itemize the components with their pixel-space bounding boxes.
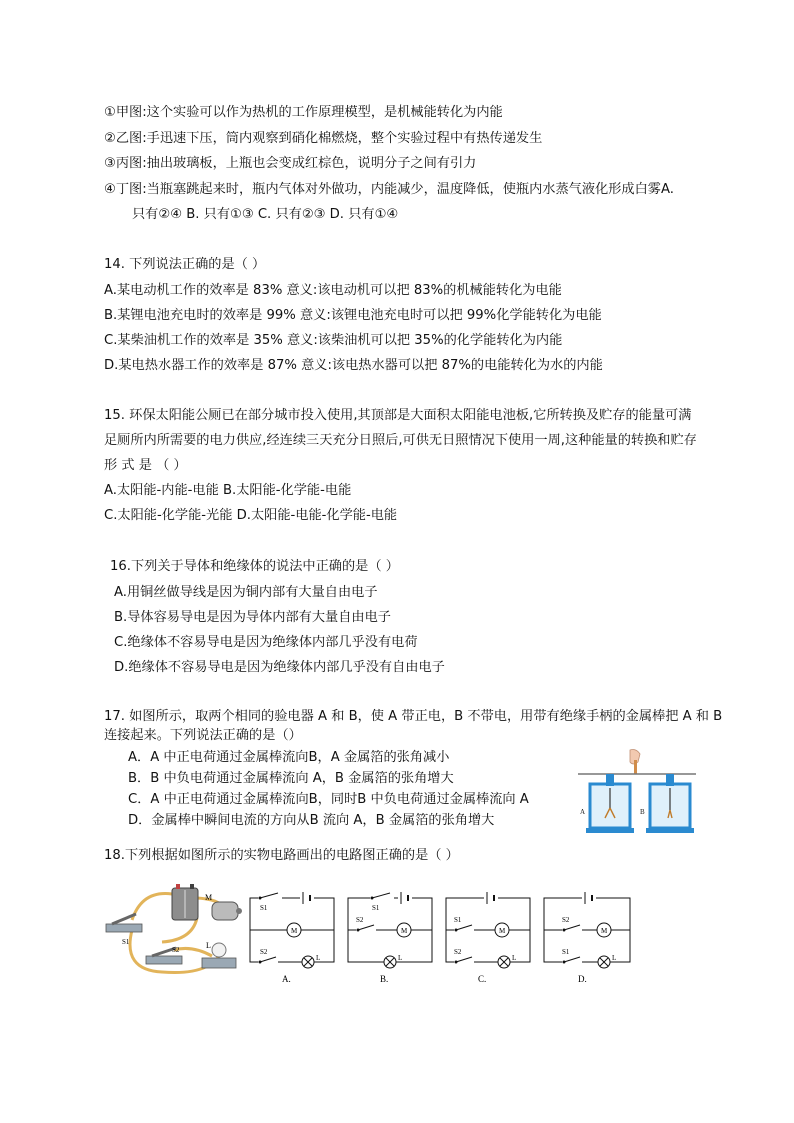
diagram-d-middle-switch: S2 [562,916,570,924]
diagram-d-label: D. [578,974,587,984]
diagram-b-label: B. [380,974,389,984]
electroscope-a-label: A [580,808,586,816]
q16-option-a: A.用铜丝做导线是因为铜内部有大量自由电子 [114,585,378,600]
q13-item-3: ③丙图:抽出玻璃板，上瓶也会变成红棕色，说明分子之间有引力 [104,156,477,171]
real-circuit-photo [102,880,247,978]
diagram-a-motor: M [291,927,298,935]
circuit-diagram-c [444,888,534,986]
q14-option-b: B.某锂电池充电时的效率是 99% 意义:该锂电池充电时可以把 99%化学能转化为电能 [104,308,602,323]
q17-option-a: A．A 中正电荷通过金属棒流向B，A 金属箔的张角减小 [128,750,450,765]
q16-option-d: D.绝缘体不容易导电是因为绝缘体内部几乎没有自由电子 [114,660,445,675]
circuit-diagram-a [248,888,338,986]
photo-lamp-label: L [206,941,211,950]
circuit-diagram-d [542,888,634,986]
diagram-b-top-switch: S1 [372,904,380,912]
q13-choices: 只有②④ B. 只有①③ C. 只有②③ D. 只有①④ [132,207,399,222]
diagram-a-label: A. [282,974,291,984]
diagram-d-lamp: L [612,954,617,962]
q15-option-cd: C.太阳能-化学能-光能 D.太阳能-电能-化学能-电能 [104,508,398,523]
photo-s1-label: S1 [122,938,130,946]
diagram-c-lamp: L [512,954,517,962]
q14-option-a: A.某电动机工作的效率是 83% 意义:该电动机可以把 83%的机械能转化为电能 [104,283,562,298]
photo-s2-label: S2 [172,946,180,954]
q13-item-2: ②乙图:手迅速下压，筒内观察到硝化棉燃烧，整个实验过程中有热传递发生 [104,131,543,146]
diagram-a-bottom-switch: S2 [260,948,268,956]
q15-stem-2: 足厕所内所需要的电力供应,经连续三天充分日照后,可供无日照情况下使用一周,这种能量的转换和贮存 [104,433,697,448]
q17-option-d: D．金属棒中瞬间电流的方向从B 流向 A，B 金属箔的张角增大 [128,813,495,828]
q17-option-b: B．B 中负电荷通过金属棒流向 A，B 金属箔的张角增大 [128,771,454,786]
electroscope-figure [578,748,696,838]
q18-stem: 18.下列根据如图所示的实物电路画出的电路图正确的是（ ） [104,848,459,863]
q16-stem: 16.下列关于导体和绝缘体的说法中正确的是（ ） [110,559,399,574]
q15-stem-1: 15. 环保太阳能公厕已在部分城市投入使用,其顶部是大面积太阳能电池板,它所转换及贮存的能量可满 [104,408,692,423]
q16-option-b: B.导体容易导电是因为导体内部有大量自由电子 [114,610,391,625]
diagram-c-label: C. [478,974,487,984]
q14-stem: 14. 下列说法正确的是（ ） [104,257,266,272]
circuit-diagram-b [346,888,436,986]
q13-item-4: ④丁图:当瓶塞跳起来时，瓶内气体对外做功，内能减少，温度降低，使瓶内水蒸气液化形成白雾A. [104,182,674,197]
diagram-c-motor: M [499,927,506,935]
q15-stem-3: 形 式 是 （ ） [104,458,187,473]
diagram-b-middle-switch: S2 [356,916,364,924]
electroscope-b-label: B [640,808,645,816]
diagram-d-motor: M [601,927,608,935]
diagram-d-bottom-switch: S1 [562,948,570,956]
diagram-c-bottom-switch: S2 [454,948,462,956]
q14-option-c: C.某柴油机工作的效率是 35% 意义:该柴油机可以把 35%的化学能转化为内能 [104,333,563,348]
diagram-b-lamp: L [398,954,403,962]
diagram-b-motor: M [401,927,408,935]
q17-stem-2: 连接起来。下列说法正确的是（） [104,728,302,743]
q15-option-ab: A.太阳能-内能-电能 B.太阳能-化学能-电能 [104,483,352,498]
diagram-a-lamp: L [316,954,321,962]
diagram-a-top-switch: S1 [260,904,268,912]
q16-option-c: C.绝缘体不容易导电是因为绝缘体内部几乎没有电荷 [114,635,418,650]
q17-stem-1: 17. 如图所示，取两个相同的验电器 A 和 B，使 A 带正电，B 不带电，用带有绝缘手柄的金属棒把 A 和 B [104,709,723,724]
q14-option-d: D.某电热水器工作的效率是 87% 意义:该电热水器可以把 87%的电能转化为水的内能 [104,358,603,373]
diagram-c-middle-switch: S1 [454,916,462,924]
q17-option-c: C．A 中正电荷通过金属棒流向B，同时B 中负电荷通过金属棒流向 A [128,792,529,807]
q13-item-1: ①甲图:这个实验可以作为热机的工作原理模型，是机械能转化为内能 [104,105,503,120]
photo-motor-label: M [205,893,213,902]
